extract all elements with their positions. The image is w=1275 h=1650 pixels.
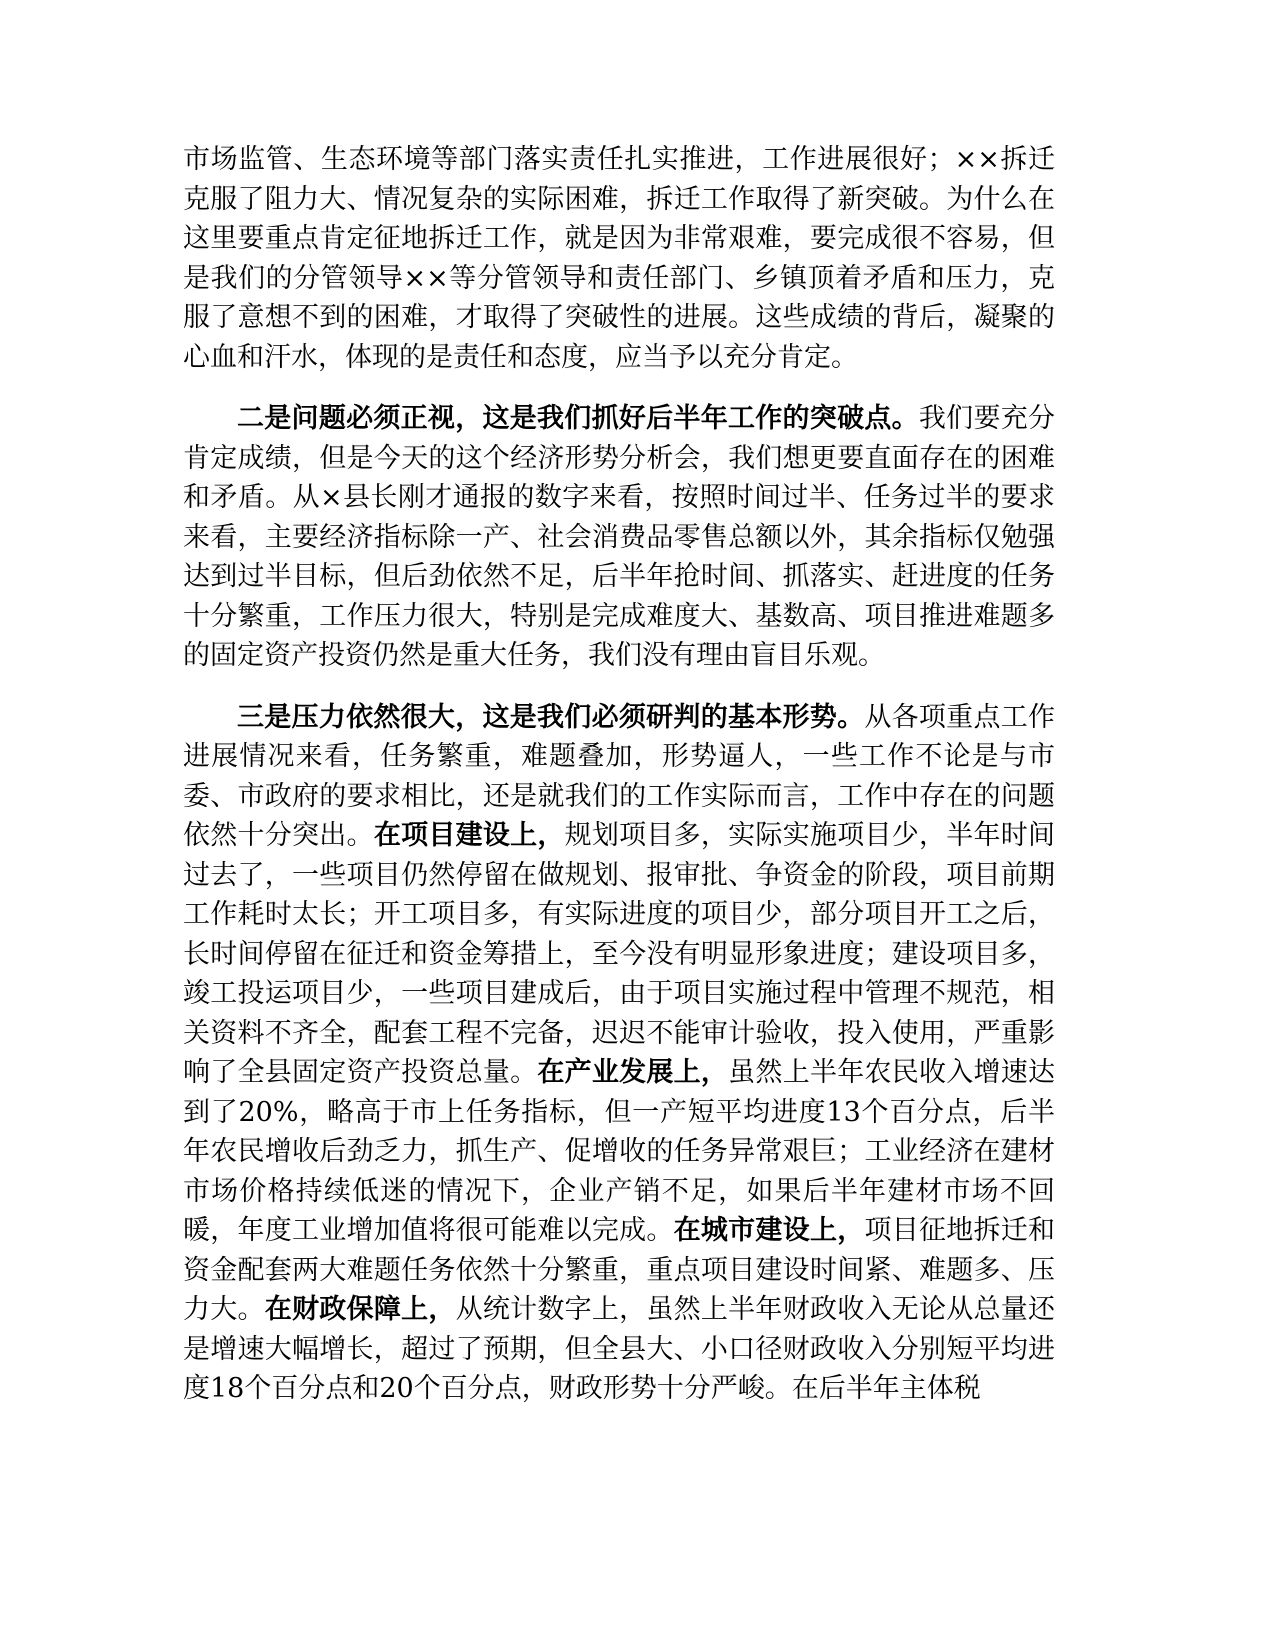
paragraph-1 xyxy=(183,140,1055,377)
paragraph-1-text: 市场监管、生态环境等部门落实责任扎实推进，工作进展很好；××拆迁克服了阻力大、情况复杂的实际困难，拆迁工作取得了新突破。为什么在这里要重点肯定征地拆迁工作，就是因为非常艰难，要完成很不容易，但是我们的分管领导××等分管领导和责任部门、乡镇顶着矛盾和压力，克服了意想不到的困难，才取得了突破性的进展。这些成绩的背后，凝聚的心血和汗水，体现的是责任和态度，应当予以充分肯定。 xyxy=(183,144,1055,373)
paragraph-3-intro: 从各项重点工作进展情况来看，任务繁重，难题叠加，形势逼人，一些工作不论是与市委、市政府的要求相比，还是就我们的工作实际而言，工作中存在的问题依然十分突出。 xyxy=(183,701,1055,851)
paragraph-2 xyxy=(183,399,1055,676)
paragraph-2-lead: 二是问题必须正视，这是我们抓好后半年工作的突破点。 xyxy=(237,403,919,434)
paragraph-3-lead: 三是压力依然很大，这是我们必须研判的基本形势。 xyxy=(237,701,865,733)
text-fiscal-guarantee: 从统计数字上，虽然上半年财政收入无论从总量还是增速大幅增长，超过了预期，但全县大、小口径财政收入分别短平均进度18个百分点和20个百分点，财政形势十分严峻。在后半年主体税 xyxy=(183,1294,1056,1404)
document-page xyxy=(183,140,1055,1409)
text-project-construction: 规划项目多，实际实施项目少，半年时间过去了，一些项目仍然停留在做规划、报审批、争资金的阶段，项目前期工作耗时太长；开工项目多，有实际进度的项目少，部分项目开工之后，长时间停留在征迁和资金筹措上，至今没有明显形象进度；建设项目多，竣工投运项目少，一些项目建成后，由于项目实施过程中管理不规范，相关资料不齐全，配套工程不完备，迟迟不能审计验收，投入使用，严重影响了全县固定资产投资总量。 xyxy=(183,820,1056,1088)
heading-fiscal-guarantee: 在财政保障上， xyxy=(264,1294,456,1325)
paragraph-3 xyxy=(183,698,1055,1409)
heading-industry-development: 在产业发展上， xyxy=(537,1057,729,1088)
text-industry-development: 虽然上半年农民收入增速达到了20%，略高于市上任务指标，但一产短平均进度13个百分点，后半年农民增收后劲乏力，抓生产、促增收的任务异常艰巨；工业经济在建材市场价格持续低迷的情况下，企业产销不足，如果后半年建材市场不回暖，年度工业增加值将很可能难以完成。 xyxy=(183,1057,1056,1246)
heading-urban-construction: 在城市建设上， xyxy=(673,1215,865,1246)
text-urban-construction: 项目征地拆迁和资金配套两大难题任务依然十分繁重，重点项目建设时间紧、难题多、压力大。 xyxy=(183,1215,1056,1325)
paragraph-2-text: 我们要充分肯定成绩，但是今天的这个经济形势分析会，我们想更要直面存在的困难和矛盾。从×县长刚才通报的数字来看，按照时间过半、任务过半的要求来看，主要经济指标除一产、社会消费品零售总额以外，其余指标仅勉强达到过半目标，但后劲依然不足，后半年抢时间、抓落实、赶进度的任务十分繁重，工作压力很大，特别是完成难度大、基数高、项目推进难题多的固定资产投资仍然是重大任务，我们没有理由盲目乐观。 xyxy=(183,403,1056,671)
heading-project-construction: 在项目建设上， xyxy=(373,820,565,851)
